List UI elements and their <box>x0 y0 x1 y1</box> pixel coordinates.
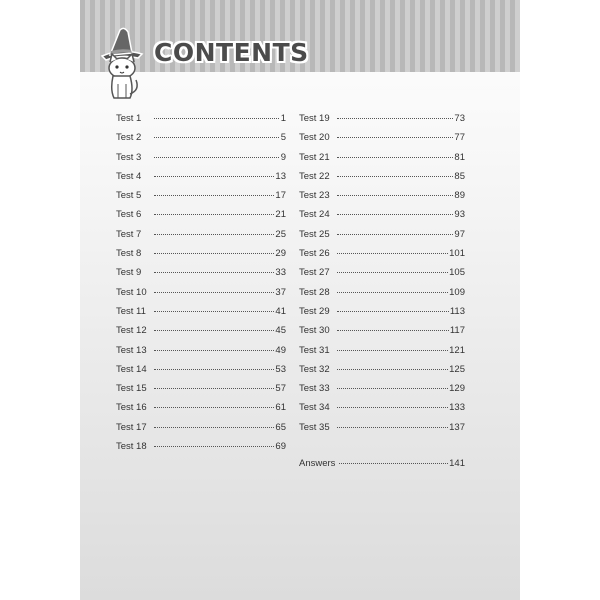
toc-entry-page: 97 <box>454 228 465 240</box>
book-page <box>80 0 520 600</box>
toc-entry <box>299 402 465 421</box>
dot-leader <box>337 369 448 370</box>
dot-leader <box>337 253 448 254</box>
toc-entry <box>299 287 465 306</box>
toc-entry-label: Test 33 <box>299 383 330 395</box>
toc-entry-label: Test 4 <box>116 170 142 182</box>
toc-left-column <box>116 113 286 460</box>
toc-entry-label: Test 16 <box>116 402 147 414</box>
toc-entry-page: 49 <box>275 344 286 356</box>
dot-leader <box>154 407 274 408</box>
dot-leader <box>154 311 274 312</box>
toc-entry-page: 141 <box>449 458 465 469</box>
toc-entry-page: 33 <box>275 267 286 279</box>
toc-entry-page: 9 <box>280 151 286 163</box>
toc-entry <box>116 441 286 460</box>
toc-entry-page: 29 <box>275 248 286 260</box>
toc-entry <box>299 209 465 228</box>
toc-entry-page: 1 <box>280 113 286 124</box>
toc-entry-label: Test 17 <box>116 421 147 433</box>
toc-entry-label: Test 31 <box>299 344 330 356</box>
toc-entry <box>116 402 286 421</box>
toc-entry <box>299 113 465 132</box>
toc-entry-label: Test 22 <box>299 170 330 182</box>
toc-entry <box>299 229 465 248</box>
dot-leader <box>337 388 448 389</box>
toc-entry-label: Test 23 <box>299 190 330 202</box>
page-title: CONTENTS <box>154 38 309 67</box>
dot-leader <box>337 350 448 351</box>
toc-entry-label: Test 21 <box>299 151 330 163</box>
dot-leader <box>154 272 274 273</box>
dot-leader <box>337 427 448 428</box>
toc-entry-page: 5 <box>280 132 286 144</box>
toc-entry-label: Test 2 <box>116 132 142 144</box>
toc-entry-label: Test 30 <box>299 325 330 337</box>
toc-entry <box>116 171 286 190</box>
toc-entry-label: Test 8 <box>116 248 142 260</box>
toc-entry-label: Test 14 <box>116 363 147 375</box>
toc-entry-page: 65 <box>275 421 286 433</box>
toc-entry-label: Test 27 <box>299 267 330 279</box>
dot-leader <box>154 330 274 331</box>
toc-entry <box>116 190 286 209</box>
toc-entry-page: 101 <box>449 248 465 260</box>
toc-entry <box>116 132 286 151</box>
toc-entry <box>299 171 465 190</box>
toc-entry-label: Test 11 <box>116 305 146 317</box>
dot-leader <box>154 157 279 158</box>
toc-entry <box>299 306 465 325</box>
toc-entry-label: Test 29 <box>299 305 330 317</box>
toc-entry-page: 41 <box>275 305 286 317</box>
dot-leader <box>154 176 274 177</box>
toc-entry-page: 129 <box>449 383 465 395</box>
toc-entry-page: 85 <box>454 170 465 182</box>
dot-leader <box>154 137 279 138</box>
toc-entry-page: 61 <box>275 402 286 414</box>
toc-entry-label: Test 35 <box>299 421 330 433</box>
toc-entry-page: 57 <box>275 383 286 395</box>
toc-entry-page: 45 <box>275 325 286 337</box>
toc-entry-label: Test 12 <box>116 325 147 337</box>
dot-leader <box>154 195 274 196</box>
toc-entry <box>299 325 465 344</box>
toc-entry-page: 89 <box>454 190 465 202</box>
toc-entry-label: Test 5 <box>116 190 142 202</box>
toc-entry <box>299 383 465 402</box>
toc-entry <box>116 364 286 383</box>
toc-entry <box>299 152 465 171</box>
toc-entry <box>116 152 286 171</box>
dot-leader <box>337 157 453 158</box>
toc-entry <box>116 325 286 344</box>
toc-entry-label: Answers <box>299 458 336 469</box>
dot-leader <box>339 463 448 464</box>
toc-entry-page: 109 <box>449 286 465 298</box>
toc-entry-label: Test 1 <box>116 113 142 124</box>
toc-entry <box>116 229 286 248</box>
dot-leader <box>337 176 453 177</box>
toc-entry-label: Test 13 <box>116 344 147 356</box>
toc-entry <box>116 113 286 132</box>
dot-leader <box>337 330 449 331</box>
dot-leader <box>154 446 274 447</box>
dot-leader <box>337 407 448 408</box>
toc-entry-page: 137 <box>449 421 465 433</box>
toc-entry-page: 77 <box>454 132 465 144</box>
toc-entry-page: 17 <box>275 190 286 202</box>
toc-entry-label: Test 18 <box>116 441 147 453</box>
dot-leader <box>154 118 279 119</box>
toc-entry-page: 81 <box>454 151 465 163</box>
toc-entry-page: 93 <box>454 209 465 221</box>
toc-entry-label: Test 25 <box>299 228 330 240</box>
cat-with-witch-hat-icon <box>98 24 144 102</box>
dot-leader <box>154 234 274 235</box>
toc-entry-label: Test 26 <box>299 248 330 260</box>
toc-entry <box>299 248 465 267</box>
toc-entry-page: 25 <box>275 228 286 240</box>
toc-entry-label: Test 19 <box>299 113 330 124</box>
dot-leader <box>337 214 453 215</box>
toc-entry-page: 21 <box>275 209 286 221</box>
toc-entry-label: Test 10 <box>116 286 147 298</box>
toc-entry-label: Test 9 <box>116 267 142 279</box>
toc-entry <box>116 422 286 441</box>
toc-entry <box>116 209 286 228</box>
toc-entry-page: 113 <box>449 305 465 317</box>
toc-entry-label: Test 15 <box>116 383 147 395</box>
dot-leader <box>337 292 448 293</box>
toc-entry <box>299 345 465 364</box>
toc-entry <box>116 345 286 364</box>
toc-entry <box>116 383 286 402</box>
toc-entry <box>299 422 465 441</box>
toc-entry-label: Test 7 <box>116 228 142 240</box>
toc-entry-label: Test 28 <box>299 286 330 298</box>
toc-entry-label: Test 6 <box>116 209 142 221</box>
toc-entry-page: 121 <box>449 344 465 356</box>
toc-entry <box>116 287 286 306</box>
toc-entry-page: 105 <box>449 267 465 279</box>
dot-leader <box>337 311 449 312</box>
dot-leader <box>154 292 274 293</box>
dot-leader <box>154 388 274 389</box>
toc-entry <box>116 306 286 325</box>
toc-entry-answers <box>299 458 465 477</box>
toc-entry-page: 117 <box>449 325 465 337</box>
toc-entry-label: Test 24 <box>299 209 330 221</box>
toc-entry <box>299 190 465 209</box>
toc-entry-page: 13 <box>275 170 286 182</box>
dot-leader <box>154 214 274 215</box>
toc-entry-page: 37 <box>275 286 286 298</box>
toc-entry-page: 125 <box>449 363 465 375</box>
toc-entry <box>116 248 286 267</box>
toc-entry <box>116 267 286 286</box>
dot-leader <box>337 234 453 235</box>
dot-leader <box>154 369 274 370</box>
toc-entry-page: 53 <box>275 363 286 375</box>
toc-entry <box>299 364 465 383</box>
toc-entry-label: Test 34 <box>299 402 330 414</box>
dot-leader <box>337 137 453 138</box>
toc-entry-page: 69 <box>275 441 286 453</box>
toc-entry-page: 133 <box>449 402 465 414</box>
toc-entry <box>299 132 465 151</box>
dot-leader <box>337 195 453 196</box>
dot-leader <box>154 253 274 254</box>
toc-entry-page: 73 <box>454 113 465 124</box>
dot-leader <box>154 350 274 351</box>
toc-entry-label: Test 3 <box>116 151 142 163</box>
dot-leader <box>337 118 453 119</box>
toc-right-column <box>299 113 465 441</box>
toc-entry <box>299 267 465 286</box>
toc-entry-label: Test 32 <box>299 363 330 375</box>
dot-leader <box>337 272 448 273</box>
toc-entry-label: Test 20 <box>299 132 330 144</box>
dot-leader <box>154 427 274 428</box>
